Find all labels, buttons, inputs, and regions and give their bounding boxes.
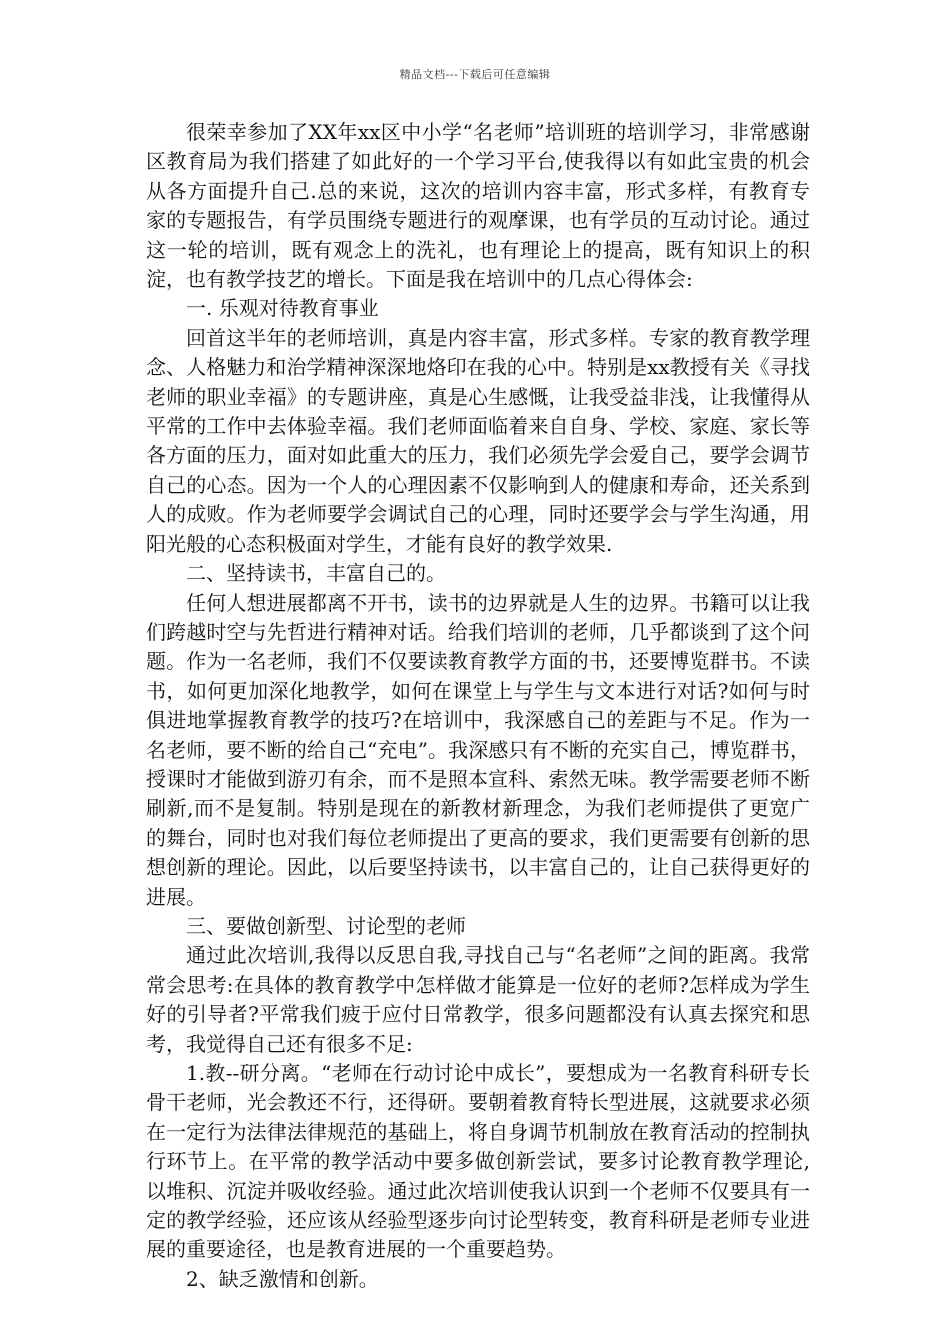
section-paragraph-1: 回首这半年的老师培训，真是内容丰富，形式多样。专家的教育教学理念、人格魅力和治学精神深深地烙印在我的心中。特别是xx教授有关《寻找老师的职业幸福》的专题讲座，真是心生感慨，让我受益非浅，让我懂得从平常的工作中去体验幸福。我们老师面临着来自自身、学校、家庭、家长等各方面的压力，面对如此重大的压力，我们必须先学会爱自己，要学会调节自己的心态。因为一个人的心理因素不仅影响到人的健康和寿命，还关系到人的成败。作为老师要学会调试自己的心理，同时还要学会与学生沟通，用阳光般的心态积极面对学生，才能有良好的教学效果.	[146, 325, 810, 556]
intro-paragraph: 很荣幸参加了XX年xx区中小学“名老师”培训班的培训学习，非常感谢区教育局为我们搭建了如此好的一个学习平台,使我得以有如此宝贵的机会从各方面提升自己.总的来说，这次的培训内容丰富，形式多样，有教育专家的专题报告，有学员围绕专题进行的观摩课，也有学员的互动讨论。通过这一轮的培训，既有观念上的洗礼，也有理论上的提高，既有知识上的积淀，也有教学技艺的增长。下面是我在培训中的几点心得体会:	[146, 120, 810, 292]
section-heading-3: 三、要做创新型、讨论型的老师	[186, 913, 466, 938]
section-paragraph-3: 通过此次培训,我得以反思自我,寻找自己与“名老师”之间的距离。我常常会思考:在具体的教育教学中怎样做才能算是一位好的老师?怎样成为学生好的引导者?平常我们疲于应付日常教学，很多问题都没有认真去探究和思考，我觉得自己还有很多不足:	[146, 943, 810, 1056]
section-paragraph-2: 任何人想进展都离不开书，读书的边界就是人生的边界。书籍可以让我们跨越时空与先哲进行精神对话。给我们培训的老师，几乎都谈到了这个问题。作为一名老师，我们不仅要读教育教学方面的书，还要博览群书。不读书，如何更加深化地教学，如何在课堂上与学生与文本进行对话?如何与时俱进地掌握教育教学的技巧?在培训中，我深感自己的差距与不足。作为一名老师，要不断的给自己“充电”。我深感只有不断的充实自己，博览群书，授课时才能做到游刃有余，而不是照本宣科、索然无味。教学需要老师不断刷新,而不是复制。特别是现在的新教材新理念，为我们老师提供了更宽广的舞台，同时也对我们每位老师提出了更高的要求，我们更需要有创新的思想创新的理论。因此，以后要坚持读书，以丰富自己的，让自己获得更好的进展。	[146, 590, 810, 909]
sub-point-2: 2、缺乏激情和创新。	[186, 1266, 379, 1291]
document-body	[146, 118, 810, 1294]
section-heading-1: 一. 乐观对待教育事业	[186, 296, 379, 321]
page-header: 精品文档---下载后可任意编辑	[399, 68, 551, 81]
section-heading-2: 二、坚持读书，丰富自己的。	[186, 561, 446, 586]
sub-point-1: 1.教--研分离。“老师在行动讨论中成长”，要想成为一名教育科研专长骨干老师，光会教还不行，还得研。要朝着教育特长型进展，这就要求必须在一定行为法律法律规范的基础上，将自身调节机制放在教育活动的控制执行环节上。在平常的教学活动中要多做创新尝试，要多讨论教育教学理论,以堆积、沉淀并吸收经验。通过此次培训使我认识到一个老师不仅要具有一定的教学经验，还应该从经验型逐步向讨论型转变，教育科研是老师专业进展的重要途径，也是教育进展的一个重要趋势。	[146, 1061, 810, 1262]
